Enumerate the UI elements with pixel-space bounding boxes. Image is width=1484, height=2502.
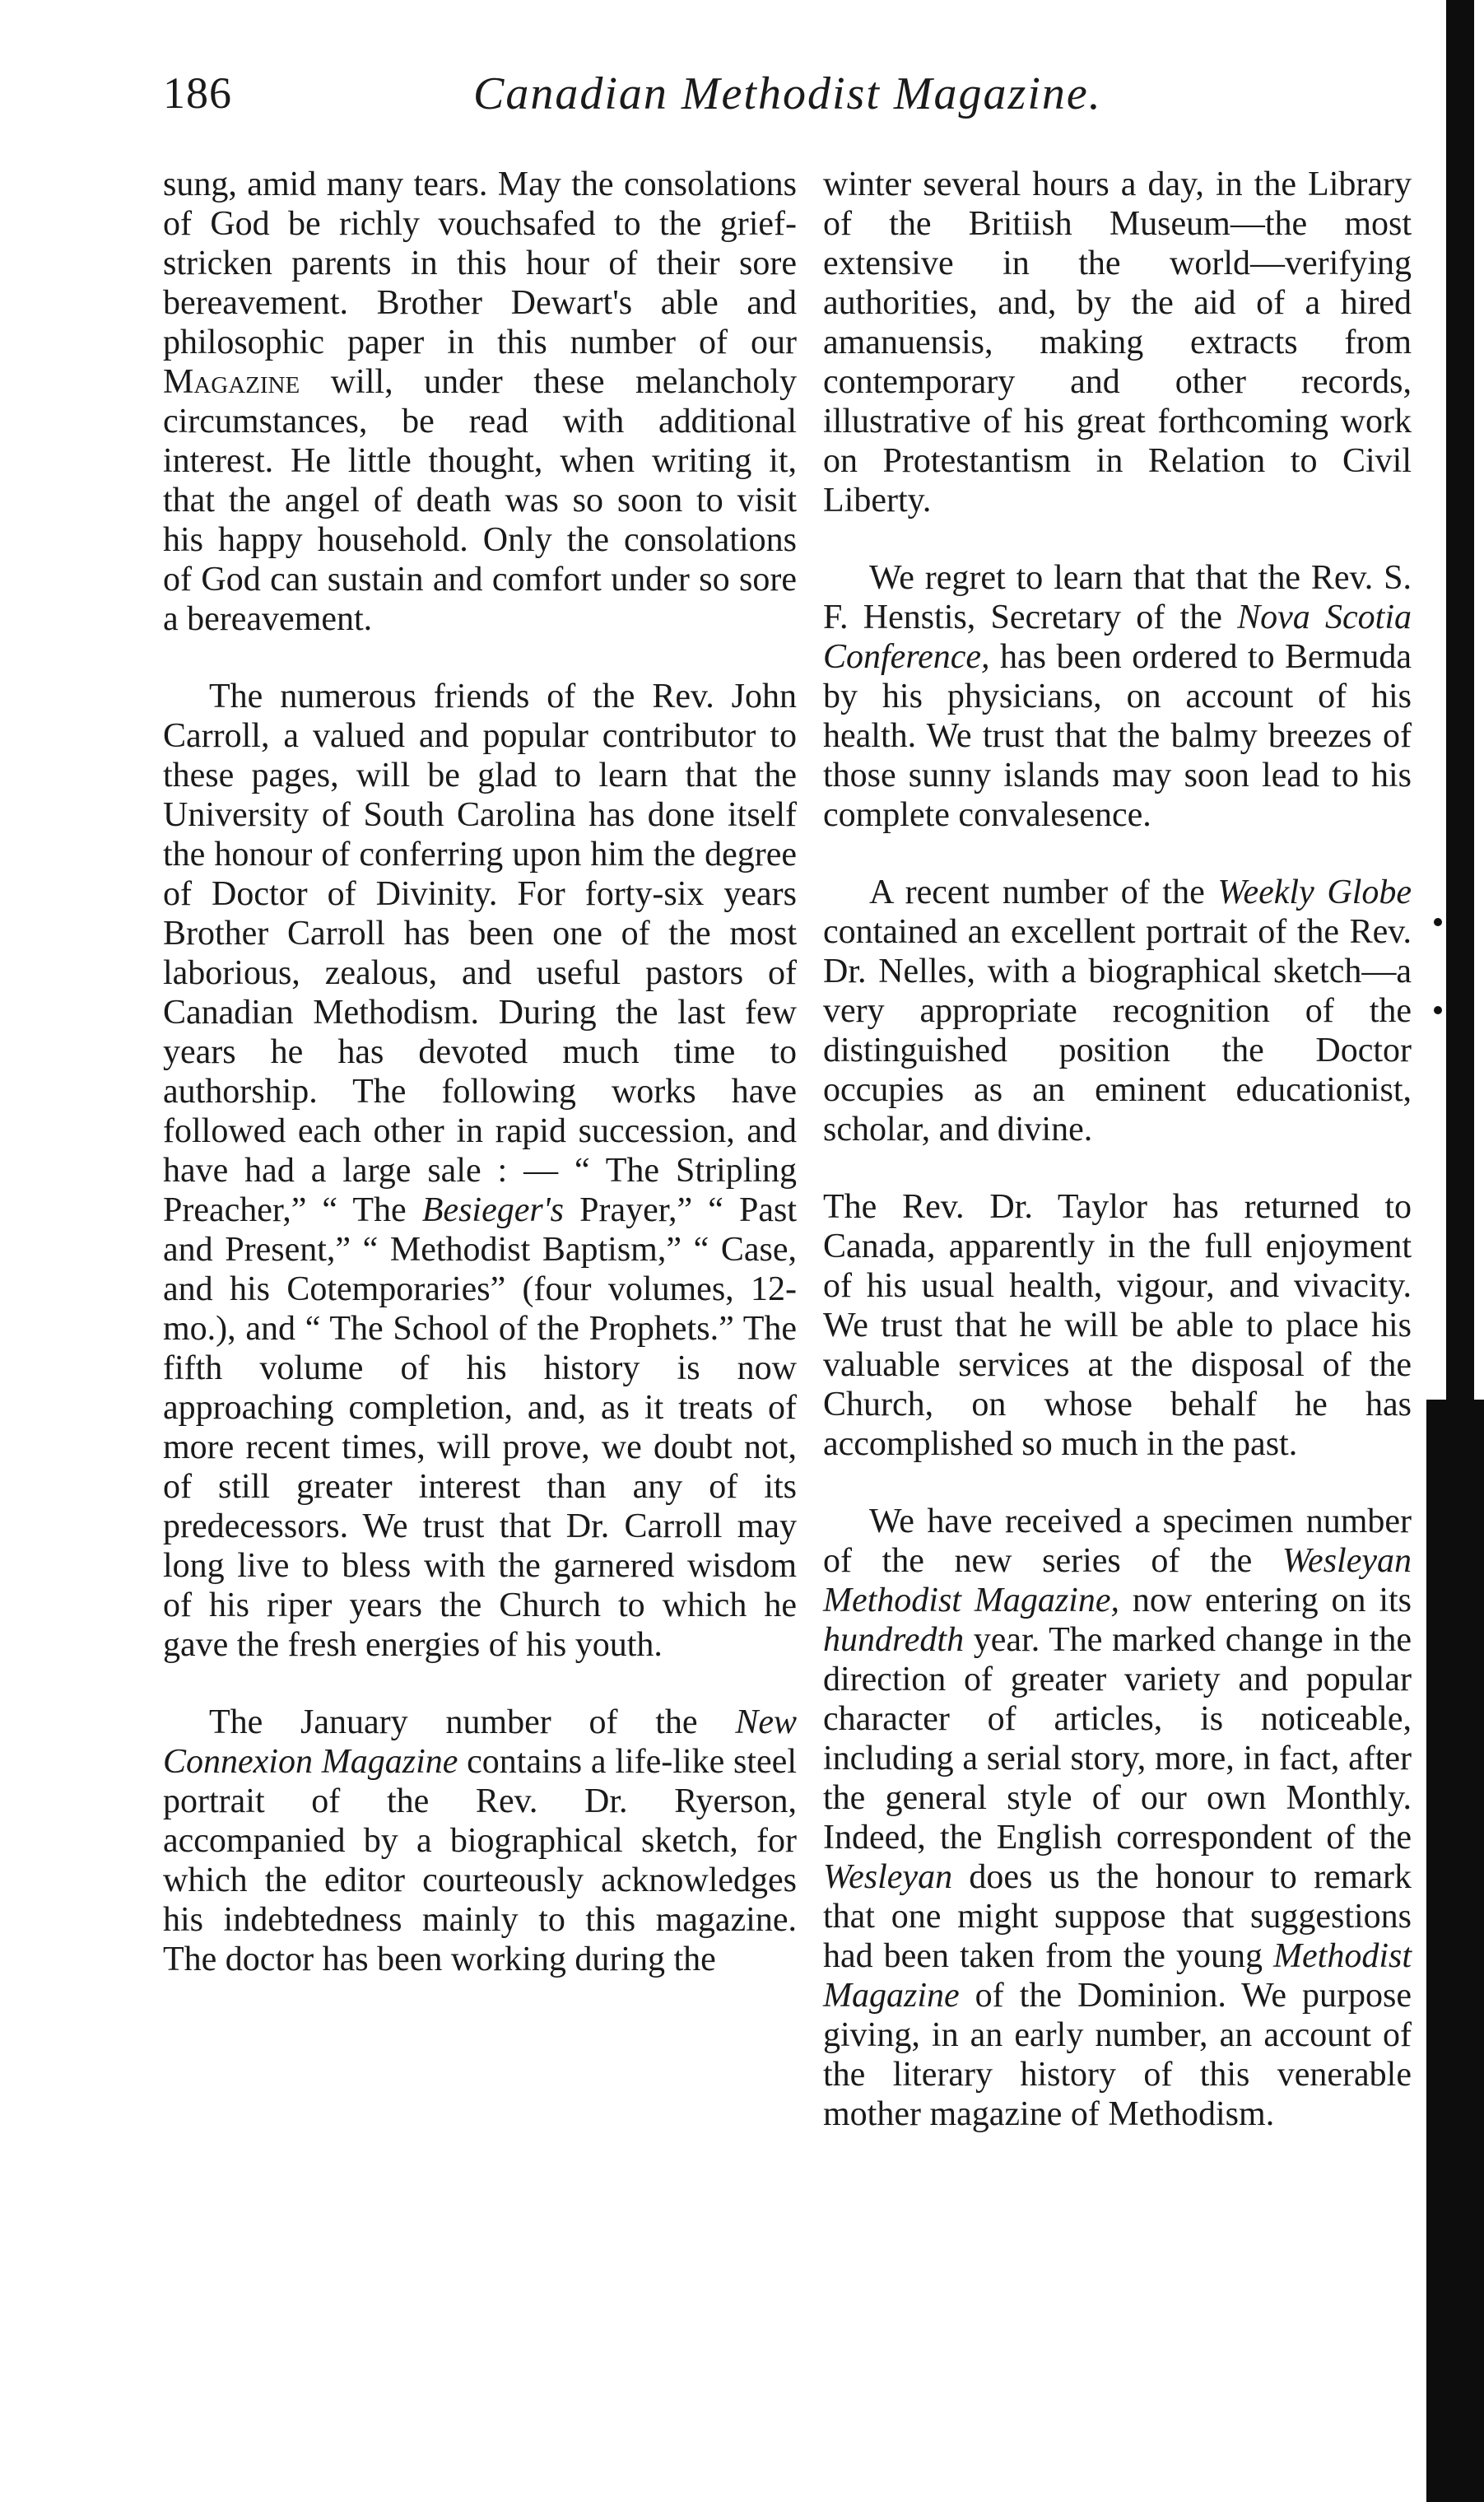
paragraph-bereavement — [163, 165, 797, 639]
text: The January number of the — [209, 1703, 736, 1741]
scan-edge-shadow-lower — [1426, 1400, 1484, 2502]
text: Prayer,” “ Past and Present,” “ Methodist Baptism,” “ Case, and his Cotemporaries” (four volumes, 12-mo.), and “ The School of the Prophets.” The fifth volume of his history is now approaching completion, and, as it treats of more recent times, will prove, we doubt not, of still greater interest than any of its predecessors. We trust that Dr. Carroll may long live to bless with the garnered wisdom of his riper years the Church to which he gave the fresh energies of his youth. — [163, 1191, 797, 1664]
left-column — [163, 165, 797, 2017]
text: now entering on its — [1119, 1582, 1412, 1619]
text: winter several hours a day, in the Library of the Britiish Museum—the most extensive in the world—verifying authorities, and, by the aid of a hired amanuensis, making extracts from contemporary and other records, illustrative of his great forthcoming work on Protestantism in Relation to Civil Liberty. — [823, 165, 1412, 520]
italic-text: Methodist Magazine — [823, 1937, 1412, 2015]
margin-mark — [1434, 1006, 1442, 1014]
paragraph-new-connexion — [163, 1703, 797, 1979]
paragraph-henstis — [823, 558, 1412, 835]
italic-text: Wesleyan — [823, 1858, 953, 1896]
text: contains a life-like steel portrait of the Rev. Dr. Ryerson, accompanied by a biographical sketch, for which the editor courteously acknowledges his indebtedness mainly to this magazine. The doctor has been working during the — [163, 1743, 797, 1978]
italic-text: hundredth — [823, 1621, 965, 1659]
italic-text: Besieger's — [421, 1191, 565, 1229]
text: We have received a specimen number of the new series of the — [823, 1503, 1412, 1580]
text: of the Dominion. We purpose giving, in an early number, an account of the literary history of this venerable mother magazine of Methodism. — [823, 1977, 1412, 2133]
paragraph-taylor — [823, 1187, 1412, 1464]
text: The Rev. Dr. Taylor has returned to Canada, apparently in the full enjoyment of his usual health, vigour, and vivacity. We trust that he will be able to place his valuable services at the disposal of the Church, on whose behalf he has accomplished so much in the past. — [823, 1188, 1412, 1463]
text: will, under these melancholy circumstances, be read with additional interest. He little thought, when writing it, that the angel of death was so soon to visit his happy household. Only the consolations of God can sustain and comfort under so sore a bereavement. — [163, 363, 797, 638]
magazine-name: Magazine — [163, 363, 300, 401]
text: A recent number of the — [869, 874, 1218, 911]
text: sung, amid many tears. May the consolations of God be richly vouchsafed to the grief-stricken parents in this hour of their sore bereavement. Brother Dewart's able and philosophic paper in this number of our — [163, 165, 797, 361]
italic-text: Weekly Globe — [1217, 874, 1412, 911]
paragraph-carroll — [163, 677, 797, 1665]
paragraph-nelles — [823, 873, 1412, 1149]
text: year. The marked change in the direction of greater variety and popular character of articles, is noticeable, including a serial story, more, in fact, after the general style of our own Monthly. Indeed, the English correspondent of the — [823, 1621, 1412, 1857]
paragraph-ryerson-cont — [823, 165, 1412, 520]
text: The numerous friends of the Rev. John Carroll, a valued and popular contributor to these pages, will be glad to learn that the University of South Carolina has done itself the honour of conferring upon him the degree of Doctor of Divinity. For forty-six years Brother Carroll has been one of the most laborious, zealous, and useful pastors of Canadian Methodism. During the last few years he has devoted much time to authorship. The following works have followed each other in rapid succession, and have had a large sale : — “ The Stripling Preacher,” “ The — [163, 678, 797, 1229]
text: contained an excellent portrait of the Rev. Dr. Nelles, with a biographical sketch—a very appropriate recognition of the distinguished position the Doctor occupies as an eminent educationist, scholar, and divine. — [823, 913, 1412, 1148]
margin-mark — [1434, 918, 1442, 926]
italic-text: Wesleyan Methodist Magazine, — [823, 1542, 1412, 1619]
right-column — [823, 165, 1412, 2172]
text: We regret to learn that that the Rev. S. F. Henstis, Secretary of the — [823, 559, 1412, 636]
italic-text: Nova Scotia Conference, — [823, 599, 1412, 676]
paragraph-wesleyan — [823, 1502, 1412, 2134]
text: has been ordered to Bermuda by his physicians, on account of his health. We trust that the balmy breezes of those sunny islands may soon lead to his complete convalesence. — [823, 638, 1412, 834]
italic-text: New Connexion Magazine — [163, 1703, 797, 1781]
text: does us the honour to remark that one might suppose that suggestions had been taken from the young — [823, 1858, 1412, 1975]
page-number: 186 — [163, 68, 232, 118]
running-title: Canadian Methodist Magazine. — [473, 68, 1102, 119]
